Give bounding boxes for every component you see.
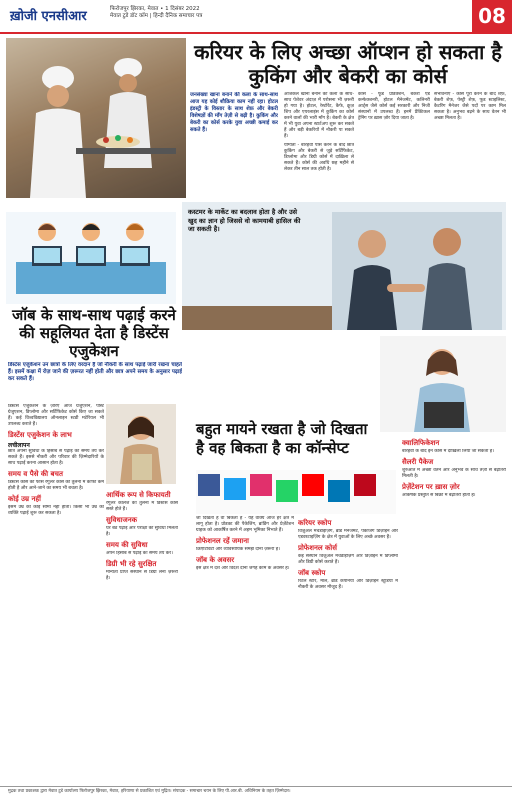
left-body-1: डिस्टेंस एजुकेशन के ज़रिए आज ग्रेजुएशन, पोस्ट ग्रेजुएशन, डिप्लोमा और सर्टिफिकेट कोर्स किए जा सकते हैं। कई विश्वविद्यालय ऑनलाइन स्टडी मटेरियल भी उपलब्ध कराते हैं। xyxy=(8,404,104,427)
right-intro: जो दिखता है वो बिकता है - यह वाक्य आज हर क्षेत्र में लागू होता है। प्रोडक्ट की पैकेजिंग, ब्रांडिंग और प्रेज़ेंटेशन ग्राहक को आकर्षित करने में अहम भूमिका निभाते हैं। xyxy=(196,516,294,533)
student-woman-photo xyxy=(106,404,176,484)
right-sub-7: प्रोफेशनल रहें जमाना xyxy=(196,537,249,545)
page-number: 08 xyxy=(472,0,512,32)
top-body-column-1 xyxy=(284,92,354,200)
left-sub-1-label: लचीलापन xyxy=(8,442,30,449)
masthead-meta xyxy=(110,6,202,20)
top-body-1: आजकल खाना बनाने की कला के साथ-साथ पेशेवर अंदाज़ में परोसना भी ज़रूरी हो गया है। होटल, रेस्टोरेंट, कैफे, क्रूज़ शिप और एयरलाइंस में कुकिंग का कोर्स करने वालों की भारी माँग है। बेकरी के क्षेत्र में भी युवा अपना स्टार्टअप शुरू कर सकते हैं और बड़ी बेकरियों में नौकरी पा सकते हैं। xyxy=(284,92,354,139)
students-illustration xyxy=(6,212,176,304)
social-media-collage xyxy=(196,470,396,514)
right-body-7: क्रिएटिविटी और व्यावसायिक समझ दोनों ज़रूरी हैं। xyxy=(196,547,280,552)
right-body-1: विज़ुअल मर्चेंडाइज़िंग, ब्रांड मैनेजमेंट, पैकेजिंग डिज़ाइन और एडवरटाइज़िंग के क्षेत्र में युवाओं के लिए अच्छे अवसर हैं। xyxy=(298,529,398,540)
right-sub-4: सैलरी पैकेज xyxy=(402,458,434,466)
right-sub-2: प्रोफेशनल कोर्स xyxy=(298,544,337,552)
box-sub-2: सुविधाजनक xyxy=(106,516,138,524)
right-column-2 xyxy=(298,516,398,782)
masthead-line-2: मेवात टुडे डॉट कॉम | हिन्दी दैनिक समाचार पत्र xyxy=(110,13,203,19)
top-headline: करियर के लिए अच्छा ऑप्शन हो सकता है कुकिंग और बेकरी का कोर्स xyxy=(194,40,502,88)
box-body-1: रेगुलर कॉलेज की तुलना में डिस्टेंस कोर्स सस्ते होते हैं। xyxy=(106,501,178,512)
publication-logo: ख़ोजी एनसीआर xyxy=(10,9,87,24)
right-body-8: इस क्षेत्र में देश और विदेश दोनों जगह काम के अवसर हैं। xyxy=(196,566,290,571)
right-column-3 xyxy=(402,436,506,782)
right-body-2: कई संस्थान विज़ुअल मर्चेंडाइज़िंग और डिज़ाइन में डिप्लोमा और डिग्री कोर्स कराते हैं। xyxy=(298,554,398,565)
left-intro: डिस्टेंस एजुकेशन उन छात्रों के लिए वरदान है जो नौकरी के साथ पढ़ाई जारी रखना चाहते हैं। इसमें कक्षा में रोज़ जाने की ज़रूरत नहीं होती और छात्र अपने समय के अनुसार पढ़ाई कर सकते हैं। xyxy=(8,362,182,382)
top-intro: जनसंख्या खाना बनाने की कला के साथ-साथ आज यह कोई शौक़िया काम नहीं रहा। होटल इंडस्ट्री के विस्तार के साथ शेफ़ और बेकरी विशेषज्ञों की माँग तेज़ी से बढ़ी है। कुकिंग और बेकरी का कोर्स करके युवा अच्छी कमाई कर सकते हैं। xyxy=(190,92,278,133)
chef-cooking-photo xyxy=(6,38,186,198)
left-body-4: इसमें उम्र की कोई सीमा नहीं होती। किसी भी उम्र का व्यक्ति पढ़ाई शुरू कर सकता है। xyxy=(8,505,104,516)
right-body-5: आकर्षक प्रस्तुति से बिक्री में बढ़ोतरी होती है। xyxy=(402,493,476,498)
right-sub-8: जॉब के अवसर xyxy=(196,556,235,564)
right-sub-5: प्रेज़ेंटेशन पर ख़ास ज़ोर xyxy=(402,483,460,491)
right-body-6: रिटेल स्टोर, मॉल, ब्रांड कंपनियों और डिज़ाइन स्टूडियो में नौकरी के अवसर मौजूद हैं। xyxy=(298,579,398,590)
right-sub-1: करियर स्कोप xyxy=(298,519,332,527)
left-headline: जॉब के साथ-साथ पढ़ाई करने की सहूलियत देता है डिस्टेंस एजुकेशन xyxy=(12,306,176,360)
woman-laptop-photo xyxy=(380,336,506,432)
right-sub-6: जॉब स्कोप xyxy=(298,569,326,577)
photo-caption: कस्टमर के मार्केट का बदलाव होता है और उसे खुद का ज्ञान हो जिससे वो कामयाबी हासिल की जा सकती है। xyxy=(188,208,301,233)
top-headline-wrap xyxy=(190,40,506,88)
top-intro-column xyxy=(190,92,278,200)
top-body-column-3 xyxy=(434,92,506,200)
box-body-3: अपने हिसाब से पढ़ाई का समय तय करें। xyxy=(106,551,173,556)
box-sub-4: डिग्री भी रहे सुरक्षित xyxy=(106,560,157,568)
left-sub-3: कोई उम्र नहीं xyxy=(8,495,41,503)
top-body-2: योग्यता - बारहवीं पास करने के बाद छात्र कुकिंग और बेकरी से जुड़े सर्टिफिकेट, डिप्लोमा और डिग्री कोर्स में दाख़िला ले सकते हैं। कोर्स की अवधि छह महीने से लेकर तीन साल तक होती है। xyxy=(284,143,354,172)
top-body-3: कोर्स - फूड प्रोडक्शन, बेकरी एंड कन्फेक्शनरी, होटल मैनेजमेंट, कलिनरी आर्ट्स जैसे कोर्स कई सरकारी और निजी संस्थानों में उपलब्ध हैं। इनमें प्रैक्टिकल ट्रेनिंग पर ख़ास ज़ोर दिया जाता है। xyxy=(358,92,430,121)
left-intro-block xyxy=(8,362,182,402)
box-body-2: घर बैठे पढ़ाई और परीक्षा की सुविधा मिलती है। xyxy=(106,526,178,537)
right-headline: बहुत मायने रखता है जो दिखता है वह बिकता है का कॉन्सेप्ट xyxy=(196,420,368,457)
box-sub-3: समय की सुविधा xyxy=(106,541,148,549)
left-sub-1: डिस्टेंस एजुकेशन के लाभ xyxy=(8,431,72,439)
box-body-4: मान्यता प्राप्त संस्थान से डिग्री लेना ज़रूरी है। xyxy=(106,570,178,581)
left-box-text xyxy=(106,488,178,704)
left-body-2: छात्र अपनी सुविधा के हिसाब से पढ़ाई का समय तय कर सकते हैं। इससे नौकरी और परिवार की ज़िम्मेदारियों के साथ पढ़ाई करना आसान होता है। xyxy=(8,449,104,466)
left-column-text xyxy=(8,404,104,704)
footer-imprint: मुद्रक तथा प्रकाशक द्वारा मेवात टुडे कार्यालय फिरोजपुर झिरका, मेवात, हरियाणा से प्रकाशित एवं मुद्रित। संपादक - समाचार चयन के लिए पी.आर.बी. अधिनियम के तहत ज़िम्मेदार। xyxy=(0,786,512,800)
top-body-4: संभावनाएं - कोर्स पूरा करने के बाद शेफ़, बेकरी शेफ़, पेस्ट्री शेफ़, फूड स्टाइलिस्ट, कैटरिंग मैनेजर जैसे पदों पर काम मिल सकता है। अनुभव बढ़ने के साथ वेतन भी अच्छा मिलता है। xyxy=(434,92,506,121)
right-sub-3: क्वालिफिकेशन xyxy=(402,439,440,447)
office-handshake-photo xyxy=(182,202,506,330)
right-body-3: बारहवीं के बाद इन कोर्स में दाख़िला लिया जा सकता है। xyxy=(402,449,494,454)
top-body-column-2 xyxy=(358,92,430,200)
masthead xyxy=(0,0,512,34)
right-body-4: शुरुआत में अच्छा वेतन और अनुभव के साथ तेज़ी से बढ़ोतरी मिलती है। xyxy=(402,468,506,479)
right-column-1 xyxy=(196,516,294,782)
box-sub-1: आर्थिक रूप से किफायती xyxy=(106,491,171,499)
left-body-3: डिस्टेंस कोर्स की फीस रेगुलर कोर्स की तुलना में काफी कम होती है और आने-जाने का समय भी बचता है। xyxy=(8,480,104,491)
left-sub-2: समय व पैसे की बचत xyxy=(8,470,63,478)
masthead-line-1: फिरोजपुर झिरका, मेवात • 1 दिसंबर 2022 xyxy=(110,6,200,12)
